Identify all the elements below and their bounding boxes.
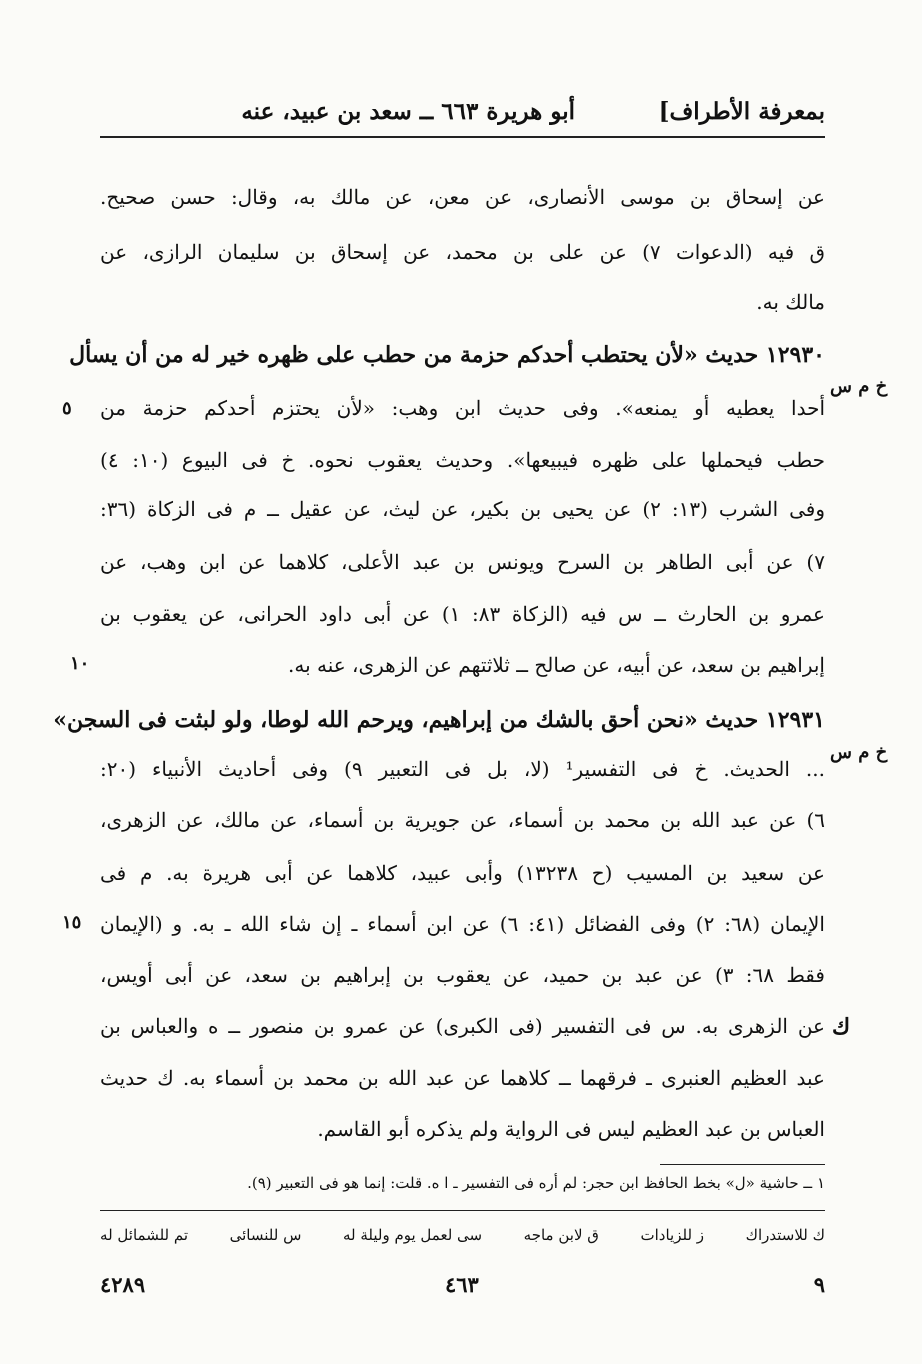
- text-line: عمرو بن الحارث ــ س فيه (الزكاة ٨٣: ١) عن أبى داود الحرانى، عن يعقوب بن: [100, 602, 825, 626]
- text-line: الإيمان (٦٨: ٢) وفى الفضائل (٤١: ٦) عن ابن أسماء ـ إن شاء الله ـ به. و (الإيمان: [100, 912, 825, 936]
- global-page-number: ٤٢٨٩: [100, 1272, 146, 1297]
- page-numbers: [100, 1272, 825, 1302]
- volume-number: ٩: [813, 1272, 825, 1297]
- text-line: عن إسحاق بن موسى الأنصارى، عن معن، عن مالك به، وقال: حسن صحيح.: [100, 185, 825, 209]
- header-book-title: بمعرفة الأطراف]: [658, 98, 825, 125]
- text-line: فقط ٦٨: ٣) عن عبد بن حميد، عن يعقوب بن إبراهيم بن سعد، عن أبى أويس،: [100, 963, 825, 987]
- footnote-rule: [660, 1164, 825, 1165]
- hadith-heading: ١٢٩٣٠ حديث «لأن يحتطب أحدكم حزمة من حطب على ظهره خير له من أن يسأل: [69, 342, 825, 368]
- margin-sigla: ك: [832, 1014, 851, 1040]
- text-line: وفى الشرب (١٣: ٢) عن يحيى بن بكير، عن ليث، عن عقيل ــ م فى الزكاة (٣٦:: [100, 497, 825, 521]
- text-line: إبراهيم بن سعد، عن أبيه، عن صالح ــ ثلاثتهم عن الزهرى، عنه به.: [287, 653, 825, 677]
- text-line: ... الحديث. خ فى التفسير¹ (لا، بل فى التعبير ٩) وفى أحاديث الأنبياء (٢٠:: [100, 757, 825, 781]
- text-line: ق فيه (الدعوات ٧) عن على بن محمد، عن إسحاق بن سليمان الرازى، عن: [100, 240, 825, 264]
- running-header: [100, 90, 825, 130]
- header-rule: [100, 136, 825, 138]
- hadith-heading: ١٢٩٣١ حديث «نحن أحق بالشك من إبراهيم، ويرحم الله لوطا، ولو لبثت فى السجن»: [53, 707, 825, 733]
- legend-item: سى لعمل يوم وليلة له: [342, 1226, 483, 1244]
- legend-item: ق لابن ماجه: [523, 1226, 599, 1244]
- sigla-legend: [100, 1226, 825, 1244]
- margin-sigla: خ م س: [830, 376, 888, 397]
- text-line: العباس بن عبد العظيم ليس فى الرواية ولم يذكره أبو القاسم.: [317, 1117, 825, 1141]
- line-number: ١٠: [70, 653, 90, 674]
- page-number: ٤٦٣: [445, 1272, 479, 1297]
- text-line: ٧) عن أبى الطاهر بن السرح ويونس بن عبد الأعلى، كلاهما عن ابن وهب، عن: [100, 550, 825, 574]
- line-number: ٥: [62, 398, 72, 419]
- text-line: ٦) عن عبد الله بن محمد بن أسماء، عن جويرية بن أسماء، عن مالك، عن الزهرى،: [100, 808, 825, 832]
- text-line: عن الزهرى به. س فى التفسير (فى الكبرى) عن عمرو بن منصور ــ ه والعباس بن: [100, 1014, 825, 1038]
- header-section-title: أبو هريرة ٦٦٣ ــ سعد بن عبيد، عنه: [241, 98, 575, 125]
- legend-item: ك للاستدراك: [745, 1226, 825, 1244]
- legend-item: تم للشمائل له: [100, 1226, 189, 1244]
- footnote: ١ ــ حاشية «ل» بخط الحافظ ابن حجر: لم أره فى التفسير ـ ا ه. قلت: إنما هو فى التعبير (٩).: [247, 1174, 825, 1192]
- legend-rule: [100, 1210, 825, 1211]
- text-line: حطب فيحملها على ظهره فيبيعها». وحديث يعقوب نحوه. خ فى البيوع (١٠: ٤): [100, 448, 825, 472]
- text-line: عبد العظيم العنبرى ـ فرقهما ــ كلاهما عن عبد الله بن محمد بن أسماء به. ك حديث: [100, 1066, 825, 1090]
- line-number: ١٥: [62, 912, 82, 933]
- legend-item: س للنسائى: [229, 1226, 302, 1244]
- legend-item: ز للزيادات: [640, 1226, 705, 1244]
- text-line: أحدا يعطيه أو يمنعه». وفى حديث ابن وهب: «لأن يحتزم أحدكم حزمة من: [100, 396, 825, 420]
- text-line: مالك به.: [756, 290, 825, 314]
- text-line: عن سعيد بن المسيب (ح ١٣٢٣٨) وأبى عبيد، كلاهما عن أبى هريرة به. م فى: [100, 861, 825, 885]
- margin-sigla: خ م س: [830, 742, 888, 763]
